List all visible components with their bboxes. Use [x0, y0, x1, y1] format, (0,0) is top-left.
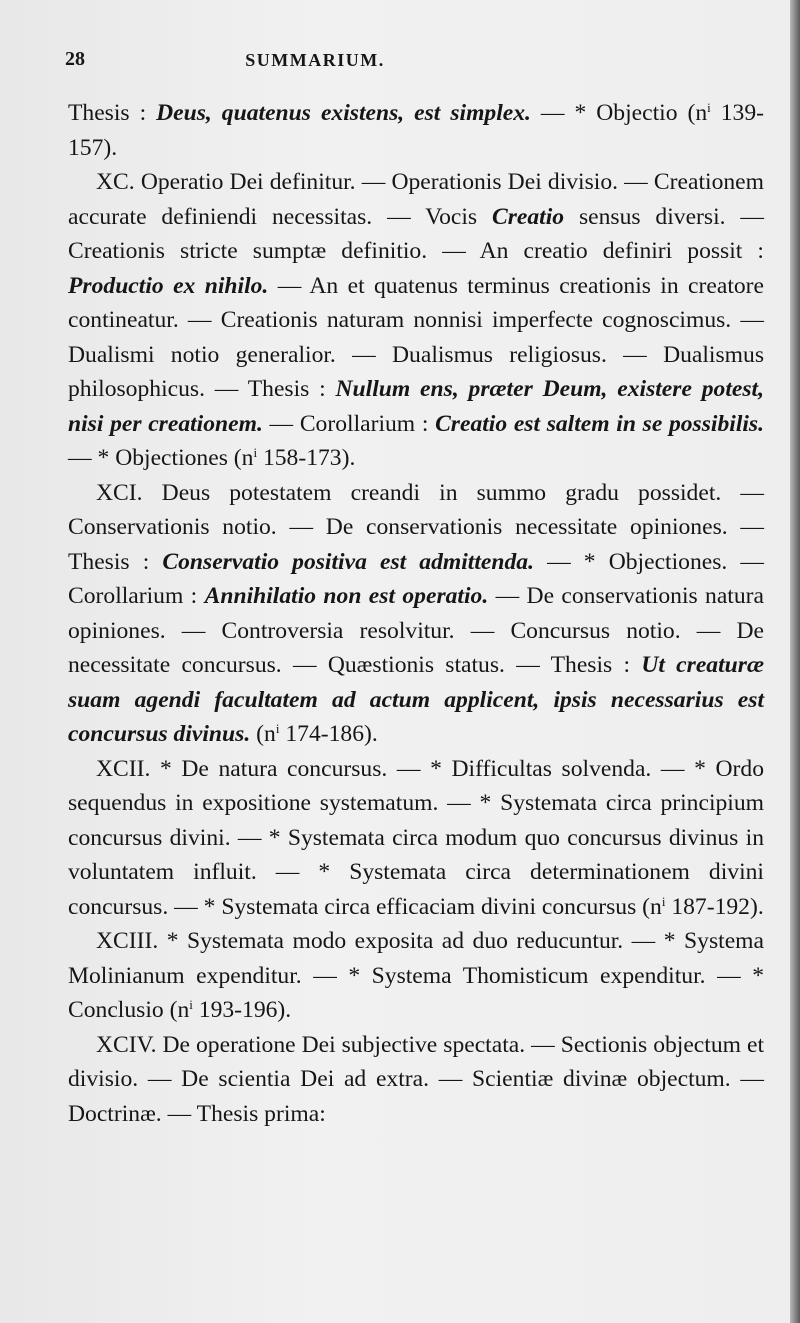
text-run: Deus potestatem creandi in summo gradu possidet. — Conservationis notio. — De conservationis necessitate opiniones. — Thesis : — [68, 479, 764, 575]
superscript-text: i — [707, 100, 711, 115]
running-title: SUMMARIUM. — [245, 50, 385, 70]
thesis-paragraph — [68, 96, 764, 165]
text-run: — An et quatenus terminus creationis in creatore contineatur. — Creationis naturam nonnisi imperfecte cognoscimus. — Dualismi notio generalior. — Dualismus religiosus. — Dualismus philosophicus. — Thesis : — [68, 272, 764, 402]
superscript-text: i — [661, 893, 666, 909]
text-run: * Systemata modo exposita ad duo reducuntur. — * Systema Molinianum expenditur. — * Systema Thomisticum expenditur. — * Conclusio (n — [68, 928, 764, 1023]
text-run: 158-173). — [257, 445, 356, 471]
section-number: XCIII. — [96, 928, 159, 954]
text-run: 193-196). — [192, 997, 292, 1023]
section-xciv-paragraph — [68, 1028, 764, 1132]
page-header — [65, 48, 765, 82]
text-run: (n — [250, 721, 276, 747]
text-run: — * Objectiones. — Corollarium : — [68, 548, 764, 609]
superscript-text: i — [253, 445, 258, 460]
text-run: — * Objectiones (n — [68, 445, 254, 471]
italic-text: Creatio — [491, 203, 565, 230]
page-edge-shadow — [790, 0, 800, 1323]
text-run: — De conservationis natura opiniones. — Controversia resolvitur. — Concursus notio. — De necessitate concursus. — Quæstionis status. — Thesis : — [68, 583, 764, 678]
italic-text: Productio ex nihilo. — [68, 272, 269, 299]
text-run: 174-186). — [279, 721, 378, 747]
italic-text: Nullum ens, præter Deum, existere potest, nisi per creationem. — [68, 376, 764, 437]
italic-text: Annihilatio non est operatio. — [204, 583, 489, 609]
text-run: De operatione Dei subjective spectata. — Sectionis objectum et divisio. — De scientia Dei ad extra. — Scientiæ divinæ objectum. — Doctrinæ. — Thesis prima: — [68, 1031, 764, 1127]
text-run: — * Objectio (n — [530, 100, 708, 126]
italic-text: Deus, quatenus existens, est simplex. — [156, 100, 531, 126]
section-number: XC. — [96, 169, 135, 195]
section-xcii-paragraph — [68, 752, 764, 925]
superscript-text: i — [275, 721, 280, 736]
text-run: * De natura concursus. — * Difficultas solvenda. — * Ordo sequendus in expositione systematum. — * Systemata circa principium concursus divini. — * Systemata circa modum quo concursus divinus in voluntatem influit. — * Systemata circa determinationem divini concursus. — * Systemata circa efficaciam divini concursus (n — [68, 755, 764, 920]
text-run: Operatio Dei definitur. — Operationis Dei divisio. — Creationem accurate definiendi necessitas. — Vocis — [68, 169, 764, 230]
text-run: Thesis : — [68, 100, 157, 126]
section-xciii-paragraph — [68, 924, 764, 1028]
text-run: sensus diversi. — Creationis stricte sumptæ definitio. — An creatio definiri possit : — [68, 203, 764, 264]
section-number: XCIV. — [96, 1031, 157, 1058]
text-run: — Corollarium : — [262, 410, 436, 437]
italic-text: Creatio est saltem in se possibilis. — [435, 410, 765, 437]
summary-body — [68, 96, 764, 1131]
text-run: 187-192). — [665, 893, 764, 920]
section-number: XCI. — [96, 479, 143, 506]
page-number: 28 — [65, 48, 85, 70]
superscript-text: i — [189, 997, 193, 1012]
section-xc-paragraph — [68, 165, 764, 476]
section-number: XCII. — [96, 755, 151, 782]
italic-text: Ut creaturæ suam agendi facultatem ad actum applicent, ipsis necessarius est concursus divinus. — [68, 652, 764, 747]
italic-text: Conservatio positiva est admittenda. — [162, 548, 534, 575]
text-run: 139-157). — [68, 100, 764, 161]
section-xci-paragraph — [68, 476, 764, 752]
